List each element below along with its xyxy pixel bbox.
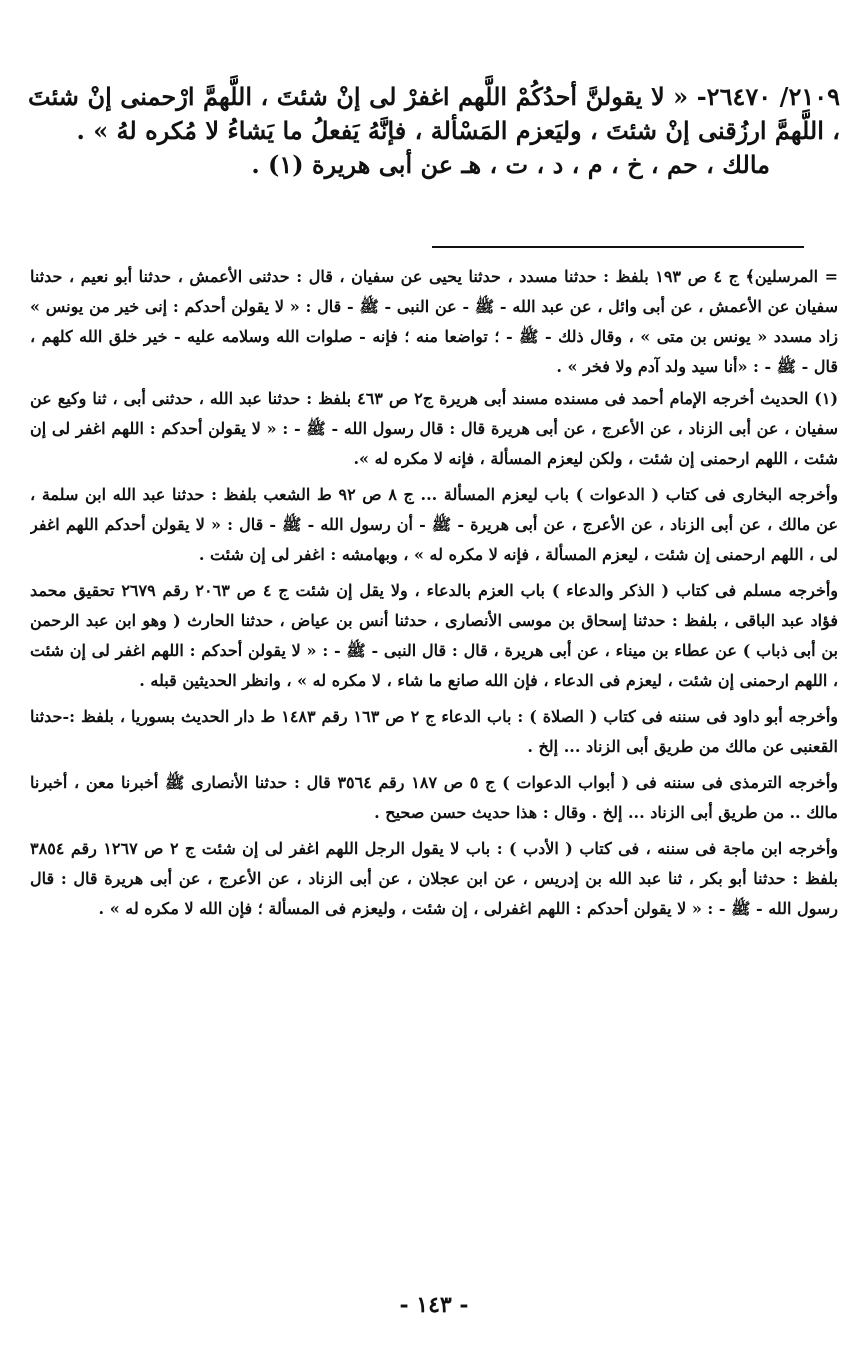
hadith-text: ٢١٠٩/ ٢٦٤٧٠- « لا يقولنَّ أحدُكُمْ اللَّهم اغفرْ لى إنْ شئتَ ، اللَّهمَّ ارْحمنى إنْ شئتَ ، اللَّهمَّ ارزُقنى إنْ شئتَ ، وليَعزم المَسْألة ، فإنَّهُ يَفعلُ ما يَشاءُ لا مُكره لهُ » . [28,82,840,145]
hadith-sources: مالك ، حم ، خ ، م ، د ، ت ، هـ عن أبى هريرة (١) . [251,150,770,179]
footnote-paragraph: وأخرجه الترمذى فى سننه فى ( أبواب الدعوات ) ج ٥ ص ١٨٧ رقم ٣٥٦٤ قال : حدثنا الأنصارى ﷺ أخبرنا معن ، أخبرنا مالك .. من طريق أبى الزناد ... إلخ . وقال : هذا حديث حسن صحيح . [30,773,838,822]
page-number: - ١٤٣ - [399,1292,469,1318]
footnote-paragraph: وأخرجه أبو داود فى سننه فى كتاب ( الصلاة ) : باب الدعاء ج ٢ ص ١٦٣ رقم ١٤٨٣ ط دار الحديث بسوريا ، بلفظ :-حدثنا القعنبى عن مالك من طريق أبى الزناد ... إلخ . [30,707,838,756]
footnotes-block [30,262,838,1292]
footnote-paragraph: وأخرجه البخارى فى كتاب ( الدعوات ) باب ليعزم المسألة ... ج ٨ ص ٩٢ ط الشعب بلفظ : حدثنا عبد الله ابن سلمة ، عن مالك ، عن أبى الزناد ، عن الأعرج ، عن أبى هريرة - ﷺ - أن رسول الله - ﷺ - قال : « لا يقولن أحدكم اللهم اغفر لى ، اللهم ارحمنى إن شئت ، ليعزم المسألة ، فإنه لا مكره له » ، وبهامشه : اغفر لى إن شئت . [30,485,838,564]
footnote-paragraph: وأخرجه ابن ماجة فى سننه ، فى كتاب ( الأدب ) : باب لا يقول الرجل اللهم اغفر لى إن شئت ج ٢ ص ١٢٦٧ رقم ٣٨٥٤ بلفظ : حدثنا أبو بكر ، ثنا عبد الله بن إدريس ، عن ابن عجلان ، عن أبى الزناد ، عن الأعرج ، عن أبى هريرة قال : قال رسول الله - ﷺ - : « لا يقولن أحدكم : اللهم اغفرلى ، إن شئت ، وليعزم فى المسألة ؛ فإن الله لا مكره له » . [30,839,838,918]
footnote-paragraph: = المرسلين﴾ ج ٤ ص ١٩٣ بلفظ : حدثنا مسدد ، حدثنا يحيى عن سفيان ، قال : حدثنى الأعمش ، حدثنا أبو نعيم ، حدثنا سفيان عن الأعمش ، عن أبى وائل ، عن عبد الله - ﷺ - عن النبى - ﷺ - قال : « لا يقولن أحدكم : إنى خير من يونس » زاد مسدد « يونس بن متى » ، وقال ذلك - ﷺ - ؛ تواضعا منه ؛ فإنه - صلوات الله وسلامه عليه - خير خلق الله كلهم ، قال - ﷺ - : «أنا سيد ولد آدم ولا فخر » . [30,267,838,376]
hadith-block [28,80,840,182]
footnote-paragraph: وأخرجه مسلم فى كتاب ( الذكر والدعاء ) باب العزم بالدعاء ، ولا يقل إن شئت ج ٤ ص ٢٠٦٣ رقم ٢٦٧٩ تحقيق محمد فؤاد عبد الباقى ، بلفظ : حدثنا إسحاق بن موسى الأنصارى ، حدثنا أنس بن عياض ، حدثنا الحارث ( وهو ابن عبد الرحمن بن أبى ذباب ) عن عطاء بن ميناء ، عن أبى هريرة ، قال : قال النبى - ﷺ - : « لا يقولن أحدكم : اللهم اغفر لى إن شئت ، اللهم ارحمنى إن شئت ، ليعزم فى الدعاء ، فإن الله صانع ما شاء ، لا مكره له » ، وانظر الحديثين قبله . [30,581,838,690]
footnote-separator [432,246,804,248]
footnote-paragraph: (١) الحديث أخرجه الإمام أحمد فى مسنده مسند أبى هريرة ج٢ ص ٤٦٣ بلفظ : حدثنا عبد الله ، حدثنى أبى ، ثنا وكيع عن سفيان ، عن أبى الزناد ، عن الأعرج ، عن أبى هريرة قال : قال رسول الله - ﷺ - : « لا يقولن أحدكم : اللهم اغفر لى إن شئت ، اللهم ارحمنى إن شئت ، ولكن ليعزم المسألة ، فإنه لا مكره له ». [30,389,838,468]
